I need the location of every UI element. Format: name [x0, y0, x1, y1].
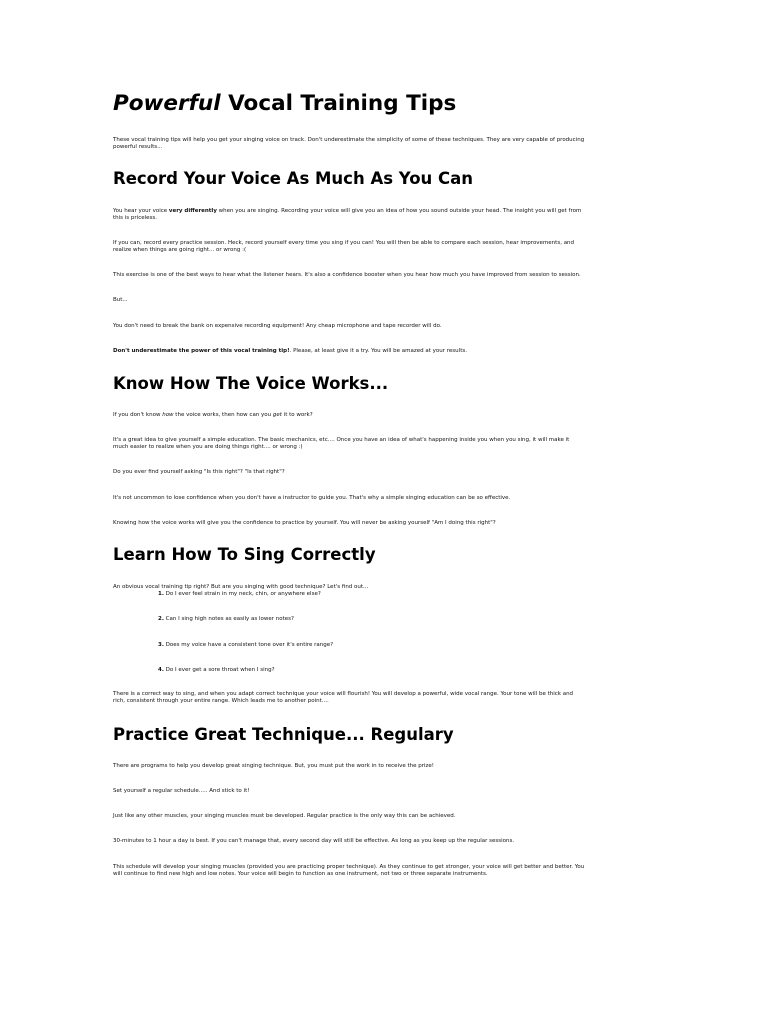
- text-span: it to work?: [281, 412, 313, 418]
- voice-paragraph-3: Do you ever find yourself asking "Is this right"? "Is that right"?: [113, 469, 285, 475]
- list-text: Do I ever get a sore throat when I sing?: [163, 667, 275, 673]
- page-title-rest: Vocal Training Tips: [220, 91, 457, 116]
- bold-text: Don't underestimate the power of this vocal training tip!: [113, 348, 290, 354]
- list-number: 1.: [158, 591, 164, 597]
- list-number: 2.: [158, 616, 164, 622]
- record-paragraph-5: You don't need to break the bank on expensive recording equipment! Any cheap microphone and tape recorder will do.: [113, 323, 442, 329]
- list-item: [158, 667, 558, 674]
- correct-paragraph-2: There is a correct way to sing, and when you adapt correct technique your voice will flourish! You will develop a powerful, wide vocal range. Your tone will be thick and rich, consistent through your entire range. Which leads me to another point....: [113, 691, 574, 704]
- voice-paragraph-5: Knowing how the voice works will give you the confidence to practice by yourself. You will never be asking yourself "Am I doing this right"?: [113, 520, 496, 526]
- record-paragraph-6: [113, 348, 658, 355]
- record-paragraph-2: If you can, record every practice session. Heck, record yourself every time you sing if you can! You will then be able to compare each session, hear improvements, and realize when things are going right... or wrong :(: [113, 240, 575, 253]
- text-span: If you don't know: [113, 412, 163, 418]
- section-heading-sing-correctly: Learn How To Sing Correctly: [113, 545, 376, 564]
- practice-paragraph-2: Set yourself a regular schedule..... And stick to it!: [113, 788, 250, 794]
- list-item: [158, 591, 558, 598]
- voice-paragraph-1: [113, 412, 658, 419]
- page-title: [113, 91, 658, 117]
- list-text: Can I sing high notes as easily as lower notes?: [163, 616, 294, 622]
- section-heading-record: Record Your Voice As Much As You Can: [113, 169, 474, 188]
- practice-paragraph-1: There are programs to help you develop great singing technique. But, you must put the work in to receive the prize!: [113, 763, 434, 769]
- italic-text: how: [162, 412, 174, 418]
- list-item: [158, 616, 558, 623]
- text-span: when you are singing. Recording your voice will give you an idea of how you sound outside your head. The insight you will get from this is priceless.: [113, 208, 582, 221]
- section-heading-voice-works: Know How The Voice Works...: [113, 374, 389, 393]
- list-number: 4.: [158, 667, 164, 673]
- text-span: You hear your voice: [113, 208, 169, 214]
- correct-paragraph-1: An obvious vocal training tip right? But are you singing with good technique? Let's find out...: [113, 584, 369, 590]
- practice-paragraph-3: Just like any other muscles, your singing muscles must be developed. Regular practice is the only way this can be achieved.: [113, 813, 456, 819]
- section-heading-practice: Practice Great Technique... Regulary: [113, 725, 454, 744]
- practice-paragraph-4: 30-minutes to 1 hour a day is best. If you can't manage that, every second day will still be effective. As long as you keep up the regular sessions.: [113, 838, 515, 844]
- list-number: 3.: [158, 642, 164, 648]
- record-paragraph-3: This exercise is one of the best ways to hear what the listener hears. It's also a confidence booster when you hear how much you have improved from session to session.: [113, 272, 581, 278]
- list-text: Does my voice have a consistent tone over it's entire range?: [163, 642, 334, 648]
- text-span: . Please, at least give it a try. You will be amazed at your results.: [289, 348, 467, 354]
- record-paragraph-1: [113, 208, 658, 221]
- record-paragraph-4: But...: [113, 297, 128, 303]
- intro-paragraph: These vocal training tips will help you get your singing voice on track. Don't underestimate the simplicity of some of these techniques. They are very capable of producing powerful results...: [113, 137, 585, 150]
- italic-text: get: [272, 412, 282, 418]
- bold-text: very differently: [168, 208, 217, 214]
- practice-paragraph-5: This schedule will develop your singing muscles (provided you are practicing proper technique). As they continue to get stronger, your voice will get better and better. You will continue to find new high and low notes. Your voice will begin to function as one instrument, not two or three separate instruments.: [113, 864, 585, 877]
- list-text: Do I ever feel strain in my neck, chin, or anywhere else?: [163, 591, 321, 597]
- voice-paragraph-4: It's not uncommon to lose confidence when you don't have a instructor to guide you. That's why a simple singing education can be so effective.: [113, 495, 511, 501]
- page-title-italic: Powerful: [113, 91, 221, 116]
- voice-paragraph-2: It's a great idea to give yourself a simple education. The basic mechanics, etc.... Once you have an idea of what's happening inside you when you sing, it will make it much easier to realize when you are doing things right.... or wrong :(: [113, 437, 570, 450]
- list-item: [158, 642, 558, 649]
- text-span: the voice works, then how can you: [173, 412, 273, 418]
